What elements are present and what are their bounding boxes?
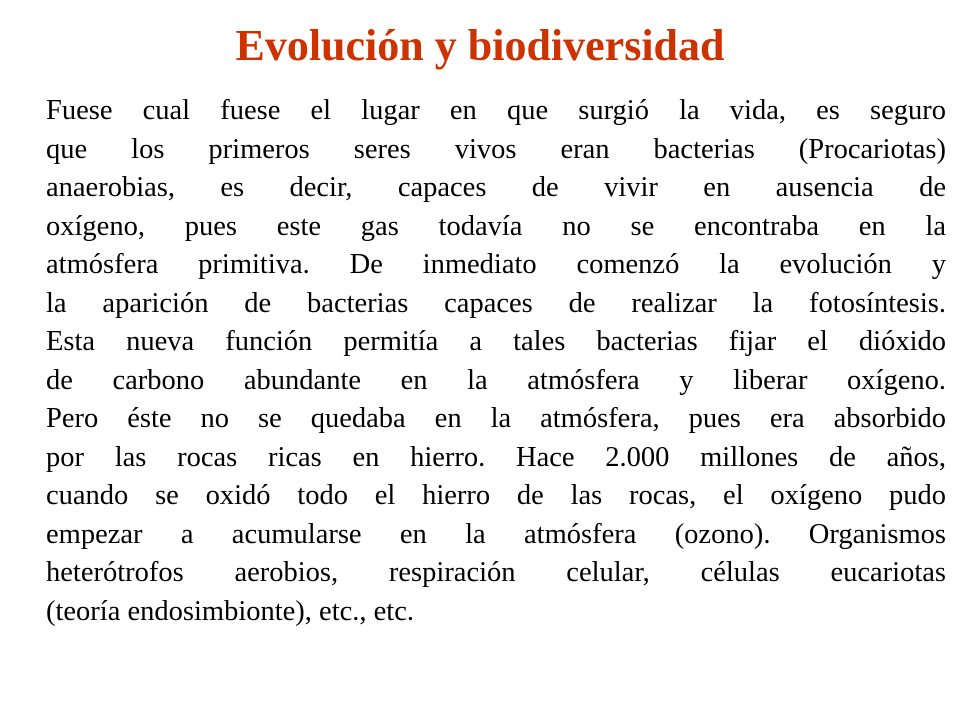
body-line: de carbono abundante en la atmósfera y liberar oxígeno.	[46, 364, 946, 396]
body-line: la aparición de bacterias capaces de realizar la fotosíntesis.	[46, 287, 946, 319]
body-line: Fuese cual fuese el lugar en que surgió la vida, es seguro	[46, 95, 946, 126]
body-line: anaerobias, es decir, capaces de vivir en ausencia de	[46, 172, 946, 203]
body-line: atmósfera primitiva. De inmediato comenzó la evolución y	[46, 249, 946, 280]
body-line: cuando se oxidó todo el hierro de las rocas, el oxígeno pudo	[46, 480, 946, 511]
body-line: Pero éste no se quedaba en la atmósfera, pues era absorbido	[46, 403, 946, 434]
body-line: Esta nueva función permitía a tales bacterias fijar el dióxido	[46, 326, 946, 357]
body-line: (teoría endosimbionte), etc., etc.	[46, 595, 414, 627]
slide-title: Evolución y biodiversidad	[235, 21, 725, 70]
body-line: empezar a acumularse en la atmósfera (ozono). Organismos	[46, 518, 946, 550]
body-line: que los primeros seres vivos eran bacterias (Procariotas)	[46, 133, 946, 165]
body-line: oxígeno, pues este gas todavía no se encontraba en la	[46, 210, 946, 242]
body-line: heterótrofos aerobios, respiración celular, células eucariotas	[46, 557, 946, 588]
body-line: por las rocas ricas en hierro. Hace 2.000 millones de años,	[46, 441, 946, 473]
slide-body-text	[46, 92, 946, 631]
